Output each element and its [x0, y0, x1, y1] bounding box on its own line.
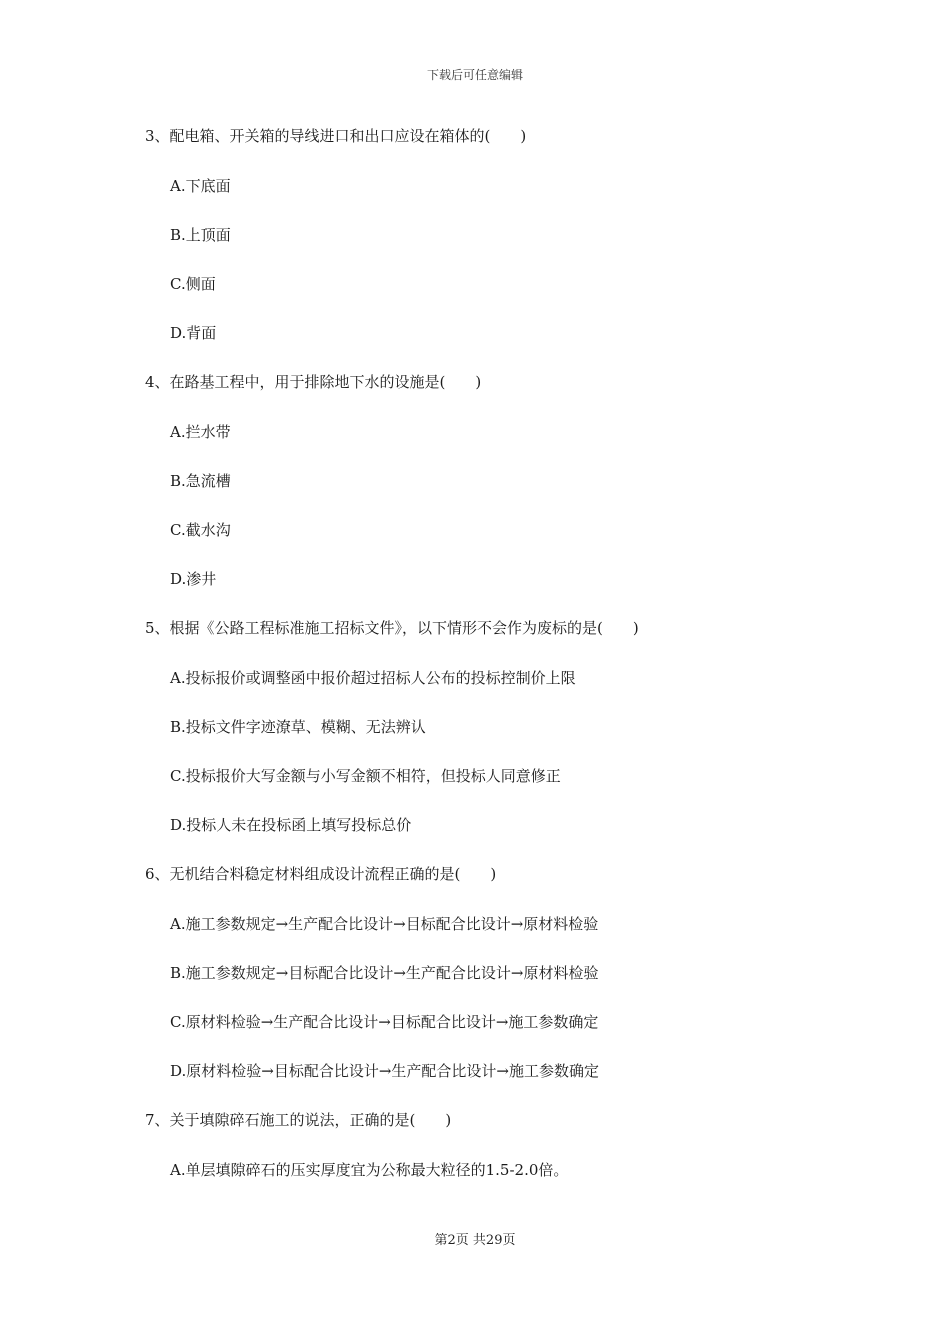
question-5-option-c: C.投标报价大写金额与小写金额不相符，但投标人同意修正: [170, 767, 561, 785]
question-3-option-d: D.背面: [170, 324, 217, 342]
question-3-option-c: C.侧面: [170, 275, 216, 293]
question-7-stem: 7、关于填隙碎石施工的说法，正确的是( ): [145, 1111, 452, 1129]
question-3-stem: 3、配电箱、开关箱的导线进口和出口应设在箱体的( ): [145, 127, 527, 145]
question-4-option-a: A.拦水带: [170, 423, 231, 441]
question-5-option-d: D.投标人未在投标函上填写投标总价: [170, 816, 412, 834]
question-4-option-b: B.急流槽: [170, 472, 231, 490]
question-4-stem: 4、在路基工程中，用于排除地下水的设施是( ): [145, 373, 482, 391]
question-3-option-b: B.上顶面: [170, 226, 231, 244]
question-6-option-c: C.原材料检验→生产配合比设计→目标配合比设计→施工参数确定: [170, 1013, 599, 1031]
question-4-option-d: D.渗井: [170, 570, 217, 588]
question-5-option-b: B.投标文件字迹潦草、模糊、无法辨认: [170, 718, 426, 736]
question-6-option-a: A.施工参数规定→生产配合比设计→目标配合比设计→原材料检验: [170, 915, 599, 933]
question-5-stem: 5、根据《公路工程标准施工招标文件》，以下情形不会作为废标的是( ): [145, 619, 639, 637]
question-6-stem: 6、无机结合料稳定材料组成设计流程正确的是( ): [145, 865, 497, 883]
question-7-option-a: A.单层填隙碎石的压实厚度宜为公称最大粒径的1.5-2.0倍。: [170, 1161, 569, 1179]
page-footer-page-number: 第2页 共29页: [434, 1233, 516, 1248]
page-header-note: 下载后可任意编辑: [426, 68, 523, 82]
question-3-option-a: A.下底面: [170, 177, 231, 195]
question-6-option-b: B.施工参数规定→目标配合比设计→生产配合比设计→原材料检验: [170, 964, 599, 982]
question-5-option-a: A.投标报价或调整函中报价超过招标人公布的投标控制价上限: [170, 669, 576, 687]
question-4-option-c: C.截水沟: [170, 521, 231, 539]
question-6-option-d: D.原材料检验→目标配合比设计→生产配合比设计→施工参数确定: [170, 1062, 599, 1080]
